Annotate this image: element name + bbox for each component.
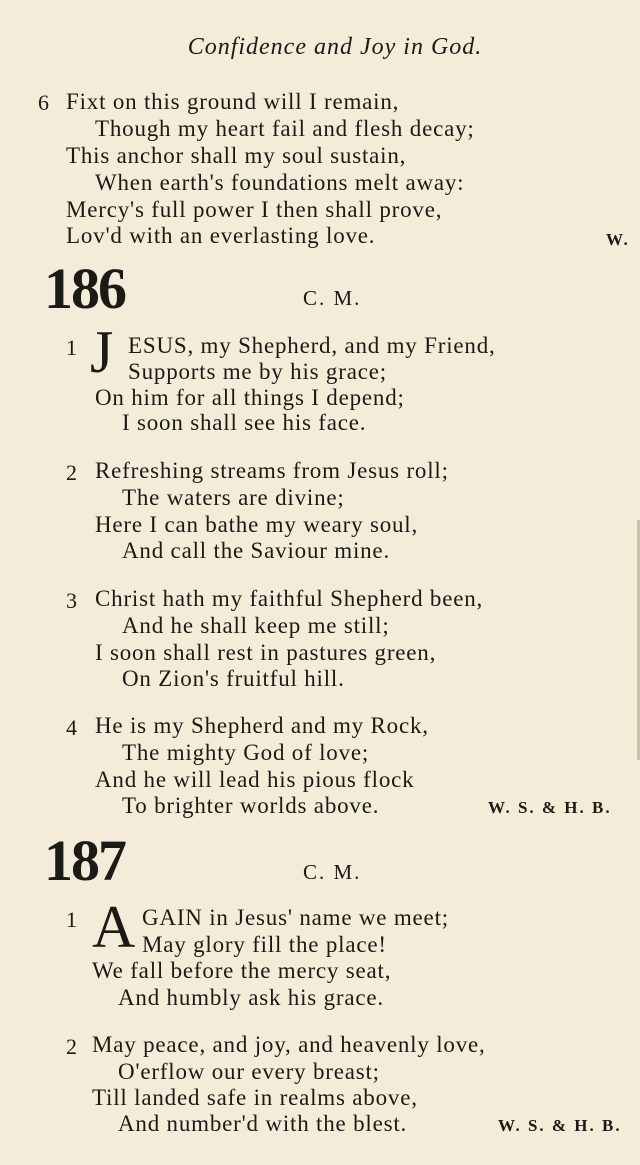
- verse-line: Here I can bathe my weary soul,: [95, 512, 419, 537]
- stanza-number: 2: [66, 1034, 77, 1059]
- verse-line: And call the Saviour mine.: [122, 538, 390, 563]
- author-attribution: W. S. & H. B.: [488, 798, 612, 817]
- hymn-number: 186: [44, 256, 125, 321]
- stanza-number: 1: [66, 907, 77, 932]
- author-attribution: W. S. & H. B.: [498, 1116, 622, 1135]
- verse-line: May glory fill the place!: [142, 932, 387, 957]
- verse-line: When earth's foundations melt away:: [95, 170, 465, 195]
- verse-line: And he will lead his pious flock: [95, 767, 415, 792]
- verse-line: On him for all things I depend;: [95, 385, 405, 410]
- stanza-number: 6: [38, 90, 49, 115]
- verse-line: The waters are divine;: [122, 485, 345, 510]
- verse-line: May peace, and joy, and heavenly love,: [92, 1032, 486, 1057]
- hymn-meter: C. M.: [303, 286, 362, 310]
- verse-line: I soon shall see his face.: [122, 410, 367, 435]
- verse-line: I soon shall rest in pastures green,: [95, 640, 437, 665]
- verse-line: GAIN in Jesus' name we meet;: [142, 905, 449, 930]
- verse-line: O'erflow our every breast;: [118, 1059, 380, 1084]
- hymn-meter: C. M.: [303, 860, 362, 884]
- verse-line: Mercy's full power I then shall prove,: [66, 197, 443, 222]
- hymn-number: 187: [44, 828, 125, 893]
- drop-cap: A: [92, 894, 136, 960]
- verse-line: And he shall keep me still;: [122, 613, 390, 638]
- verse-line: And number'd with the blest.: [118, 1111, 408, 1136]
- stanza-number: 2: [66, 460, 77, 485]
- verse-line: ESUS, my Shepherd, and my Friend,: [128, 333, 496, 358]
- verse-line: Though my heart fail and flesh decay;: [95, 116, 475, 141]
- verse-line: Refreshing streams from Jesus roll;: [95, 458, 449, 483]
- verse-line: On Zion's fruitful hill.: [122, 666, 345, 691]
- stanza-number: 3: [66, 588, 77, 613]
- verse-line: And humbly ask his grace.: [118, 985, 384, 1010]
- stanza-number: 1: [66, 335, 77, 360]
- verse-line: Till landed safe in realms above,: [92, 1085, 418, 1110]
- verse-line: The mighty God of love;: [122, 740, 370, 765]
- verse-line: To brighter worlds above.: [122, 793, 380, 818]
- verse-line: Fixt on this ground will I remain,: [66, 89, 400, 114]
- verse-line: Christ hath my faithful Shepherd been,: [95, 586, 484, 611]
- verse-line: Lov'd with an everlasting love.: [66, 223, 376, 248]
- drop-cap: J: [90, 319, 114, 385]
- verse-line: He is my Shepherd and my Rock,: [95, 713, 429, 738]
- author-attribution: W.: [606, 230, 630, 249]
- stanza-number: 4: [66, 715, 77, 740]
- verse-line: We fall before the mercy seat,: [92, 958, 392, 983]
- verse-line: This anchor shall my soul sustain,: [66, 143, 407, 168]
- verse-line: Supports me by his grace;: [128, 359, 387, 384]
- running-head: Confidence and Joy in God.: [187, 34, 483, 60]
